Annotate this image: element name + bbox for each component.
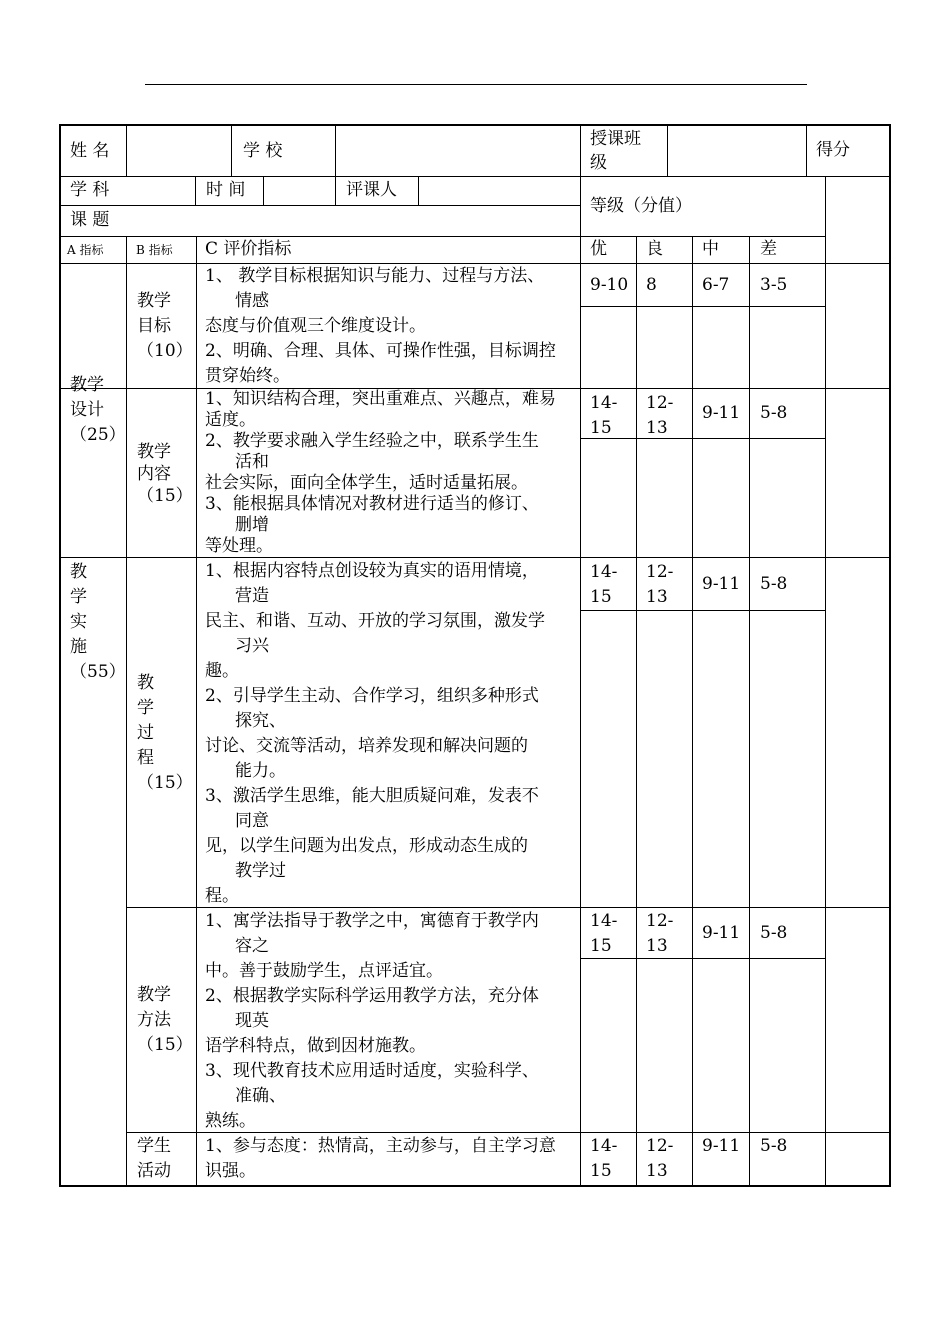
column-c-header: C 评价指标 <box>205 239 292 259</box>
content-label: 教学 内容 （15） <box>137 442 193 506</box>
content-score-medium: 9-11 <box>702 403 741 423</box>
class-label-line: 级 <box>590 153 607 173</box>
method-score-poor: 5-8 <box>760 923 788 943</box>
grade-label: 等级（分值） <box>590 196 692 216</box>
table-border <box>196 236 197 1187</box>
implementation-category-label: 教 学 实 施 （55） <box>70 562 126 682</box>
process-score-excellent: 14- 15 <box>590 562 618 607</box>
table-border <box>580 124 581 1187</box>
content-criteria: 1、知识结构合理，突出重难点、兴趣点，难易 适度。 2、教学要求融入学生经验之中，联系学生生 活和 社会实际，面向全体学生，适时适量拓展。 3、能根据具体情况对教材进行适当的修订、 删增 等处理。 <box>205 389 556 556</box>
goals-criteria: 1、 教学目标根据知识与能力、过程与方法、 情感 态度与价值观三个维度设计。 2、明确、合理、具体、可操作性强，目标调控 贯穿始终。 <box>205 266 556 386</box>
activity-score-medium: 9-11 <box>702 1136 741 1156</box>
table-border <box>335 176 336 206</box>
activity-label: 学生 活动 <box>137 1136 171 1181</box>
table-border <box>59 176 891 177</box>
table-border <box>749 236 750 1187</box>
good-header: 良 <box>646 239 663 259</box>
content-score-poor: 5-8 <box>760 403 788 423</box>
poor-header: 差 <box>760 239 777 259</box>
table-border <box>636 236 637 1187</box>
table-border <box>580 610 825 611</box>
activity-score-excellent: 14- 15 <box>590 1136 618 1181</box>
activity-criteria: 1、参与态度：热情高，主动参与，自主学习意 识强。 <box>205 1136 556 1181</box>
table-border <box>126 124 127 176</box>
name-label: 姓 名 <box>70 141 110 161</box>
column-b-header: B 指标 <box>136 243 173 257</box>
process-score-poor: 5-8 <box>760 574 788 594</box>
method-score-good: 12- 13 <box>646 911 674 956</box>
table-border <box>825 176 826 1187</box>
method-criteria: 1、寓学法指导于教学之中，寓德育于教学内 容之 中。善于鼓励学生，点评适宜。 2、根据教学实际科学运用教学方法，充分体 现英 语学科特点，做到因材施教。 3、现代教育技术应用适时适度，实验科学、 准确、 熟练。 <box>205 911 539 1131</box>
method-label: 教学 方法 （15） <box>137 985 193 1055</box>
content-score-excellent: 14- 15 <box>590 393 618 438</box>
table-border <box>59 124 61 1187</box>
goals-score-good: 8 <box>646 275 657 295</box>
goals-score-excellent: 9-10 <box>590 275 629 295</box>
class-label <box>590 127 641 175</box>
table-border <box>418 176 419 206</box>
goals-label: 教学 目标 （10） <box>137 291 193 361</box>
score-label: 得分 <box>816 140 850 160</box>
table-border <box>263 176 264 206</box>
activity-score-good: 12- 13 <box>646 1136 674 1181</box>
column-a-header: A 指标 <box>67 243 104 257</box>
table-border <box>195 176 196 206</box>
content-score-good: 12- 13 <box>646 393 674 438</box>
table-border <box>231 124 232 176</box>
table-border <box>692 236 693 1187</box>
table-border <box>580 306 825 307</box>
subject-label: 学 科 <box>70 180 110 200</box>
table-border <box>335 124 336 176</box>
reviewer-label: 评课人 <box>346 180 397 200</box>
table-border <box>59 1185 891 1187</box>
table-border <box>126 236 127 1187</box>
process-score-medium: 9-11 <box>702 574 741 594</box>
table-border <box>59 205 580 206</box>
table-border <box>59 557 891 558</box>
process-criteria: 1、根据内容特点创设较为真实的语用情境， 营造 民主、和谐、互动、开放的学习氛围，激发学 习兴 趣。 2、引导学生主动、合作学习，组织多种形式 探究、 讨论、交流等活动，培养发现和解决问题的 能力。 3、激活学生思维，能大胆质疑问难，发表不 同意 见，以学生问题为出发点，形成动态生成的 教学过 程。 <box>205 561 545 906</box>
goals-score-medium: 6-7 <box>702 275 730 295</box>
topic-label: 课 题 <box>70 210 110 230</box>
table-border <box>59 124 891 126</box>
design-category-label: 教学 设计 （25） <box>70 375 126 445</box>
class-label-line: 授课班 <box>590 129 641 149</box>
school-label: 学 校 <box>243 141 283 161</box>
process-score-good: 12- 13 <box>646 562 674 607</box>
time-label: 时 间 <box>206 180 246 200</box>
table-border <box>889 124 891 1187</box>
medium-header: 中 <box>702 239 719 259</box>
method-score-excellent: 14- 15 <box>590 911 618 956</box>
method-score-medium: 9-11 <box>702 923 741 943</box>
excellent-header: 优 <box>590 239 607 259</box>
process-label: 教 学 过 程 （15） <box>137 673 193 793</box>
table-border <box>806 124 807 176</box>
goals-score-poor: 3-5 <box>760 275 788 295</box>
activity-score-poor: 5-8 <box>760 1136 788 1156</box>
table-border <box>667 124 668 176</box>
